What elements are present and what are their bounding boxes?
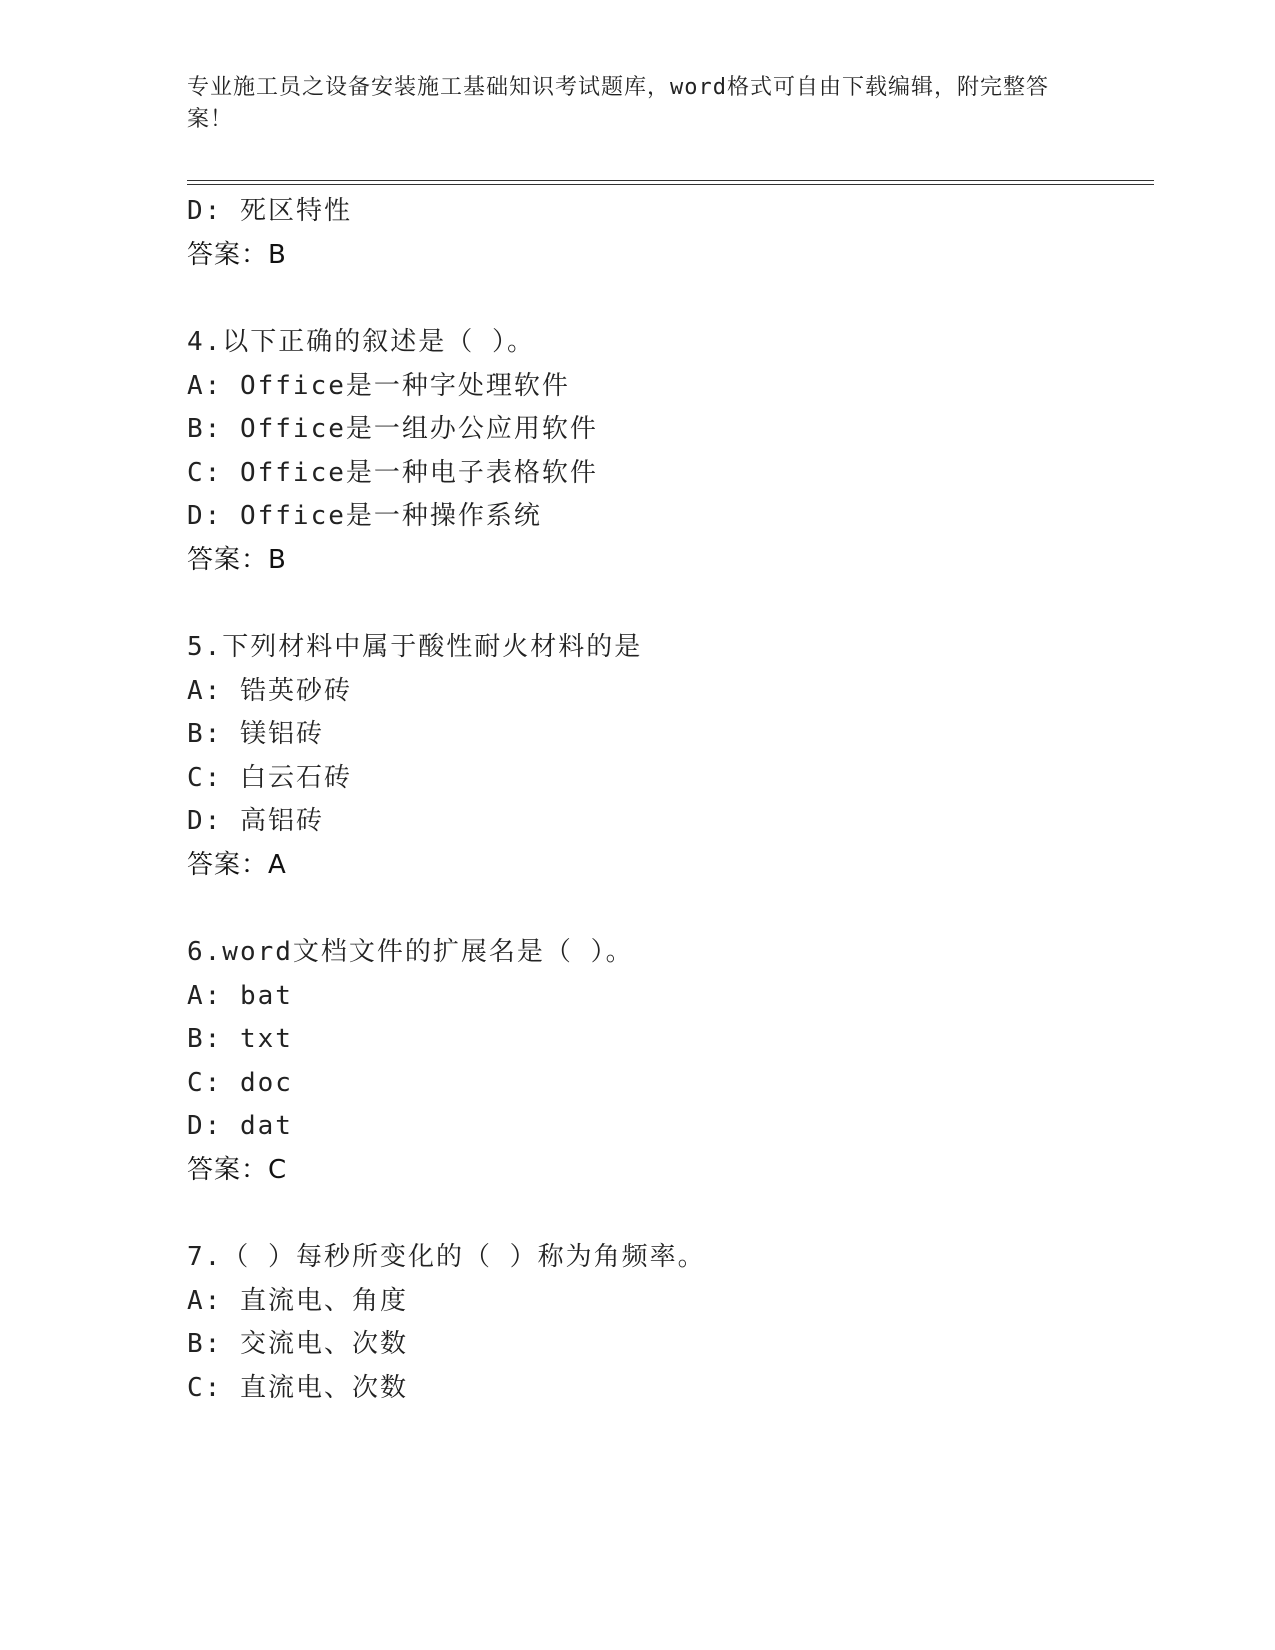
q7-option-c: C: 直流电、次数 <box>187 1373 408 1403</box>
q6-answer: 答案：C <box>187 1155 288 1185</box>
q3-answer: 答案：B <box>187 240 287 270</box>
q4-option-a: A: Office是一种字处理软件 <box>187 371 570 401</box>
q5-option-a: A: 锆英砂砖 <box>187 676 352 706</box>
q4-option-c: C: Office是一种电子表格软件 <box>187 458 598 488</box>
q3-option-d: D: 死区特性 <box>187 196 352 226</box>
q4-option-b: B: Office是一组办公应用软件 <box>187 414 598 444</box>
q4-answer: 答案：B <box>187 545 287 575</box>
q6-option-d: D: dat <box>187 1111 293 1141</box>
header-divider-top <box>187 180 1154 181</box>
q5-option-c: C: 白云石砖 <box>187 763 352 793</box>
q6-question: 6.word文档文件的扩展名是（ ）。 <box>187 937 634 967</box>
q7-option-a: A: 直流电、角度 <box>187 1286 408 1316</box>
q7-option-b: B: 交流电、次数 <box>187 1329 408 1359</box>
q6-option-b: B: txt <box>187 1024 293 1054</box>
q7-question: 7.（ ）每秒所变化的（ ）称为角频率。 <box>187 1242 706 1272</box>
q5-option-b: B: 镁铝砖 <box>187 719 324 749</box>
q5-option-d: D: 高铝砖 <box>187 806 324 836</box>
document-header: 专业施工员之设备安装施工基础知识考试题库，word格式可自由下载编辑，附完整答案！ <box>187 75 1049 132</box>
q6-option-c: C: doc <box>187 1068 293 1098</box>
q4-question: 4.以下正确的叙述是（ ）。 <box>187 327 535 357</box>
header-divider-bottom <box>187 184 1154 185</box>
q5-answer: 答案：A <box>187 850 287 880</box>
q4-option-d: D: Office是一种操作系统 <box>187 501 542 531</box>
q6-option-a: A: bat <box>187 981 293 1011</box>
q5-question: 5.下列材料中属于酸性耐火材料的是 <box>187 632 643 662</box>
